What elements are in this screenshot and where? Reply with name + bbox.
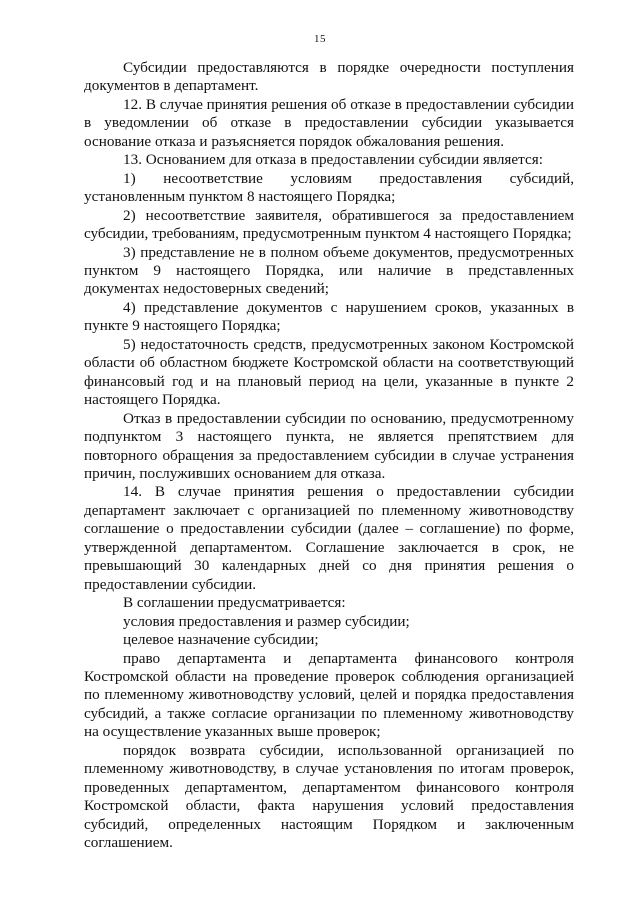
paragraph-item-12: 12. В случае принятия решения об отказе в предоставлении субсидии в уведомлении об отказе в предоставлении субсидии указывается основание отказа и разъясняется порядок обжалования решения. <box>84 95 574 150</box>
page-number: 15 <box>314 33 326 45</box>
paragraph-item-13-5: 5) недостаточность средств, предусмотренных законом Костромской области об областном бюджете Костромской области на соответствующий финансовый год и на плановый период на цели, указанные в пункте 2 настоящего Порядка. <box>84 335 574 409</box>
paragraph-item-14: 14. В случае принятия решения о предоставлении субсидии департамент заключает с организацией по племенному животноводству соглашение о предоставлении субсидии (далее – соглашение) по форме, утвержденной департаментом. Соглашение заключается в срок, не превышающий 30 календарных дней со дня принятия решения о предоставлении субсидии. <box>84 483 574 593</box>
paragraph-subsidy-order: Субсидии предоставляются в порядке очередности поступления документов в департамент. <box>84 59 574 95</box>
paragraph-item-13-3: 3) представление не в полном объеме документов, предусмотренных пунктом 9 настоящего Порядка, или наличие в представленных документах недостоверных сведений; <box>84 243 574 298</box>
paragraph-agreement-purpose: целевое назначение субсидии; <box>123 631 319 649</box>
paragraph-item-13: 13. Основанием для отказа в предоставлении субсидии является: <box>123 151 543 169</box>
paragraph-agreement-inspections: право департамента и департамента финансового контроля Костромской области на проведение проверок соблюдения организацией по племенному животноводству условий, целей и порядка предоставления субсидий, а также согласие организации по племенному животноводству на осуществление указанных выше проверок; <box>84 649 574 741</box>
paragraph-item-13-4: 4) представление документов с нарушением сроков, указанных в пункте 9 настоящего Порядка; <box>84 298 574 335</box>
paragraph-item-13-1: 1) несоответствие условиям предоставления субсидий, установленным пунктом 8 настоящего Порядка; <box>84 169 574 206</box>
paragraph-item-13-2: 2) несоответствие заявителя, обратившегося за предоставлением субсидии, требованиям, предусмотренным пунктом 4 настоящего Порядка; <box>84 206 574 243</box>
paragraph-agreement-conditions: условия предоставления и размер субсидии; <box>123 612 410 630</box>
paragraph-agreement-intro: В соглашении предусматривается: <box>123 594 346 612</box>
body-text <box>84 59 574 852</box>
paragraph-agreement-refund: порядок возврата субсидии, использованной организацией по племенному животноводству, в случае установления по итогам проверок, проведенных департаментом, департаментом финансового контроля Костромской области, факта нарушения условий предоставления субсидий, определенных настоящим Порядком и заключенным соглашением. <box>84 741 574 852</box>
paragraph-refusal-note: Отказ в предоставлении субсидии по основанию, предусмотренному подпунктом 3 настоящего пункта, не является препятствием для повторного обращения за предоставлением субсидии в случае устранения причин, послуживших основанием для отказа. <box>84 409 574 482</box>
